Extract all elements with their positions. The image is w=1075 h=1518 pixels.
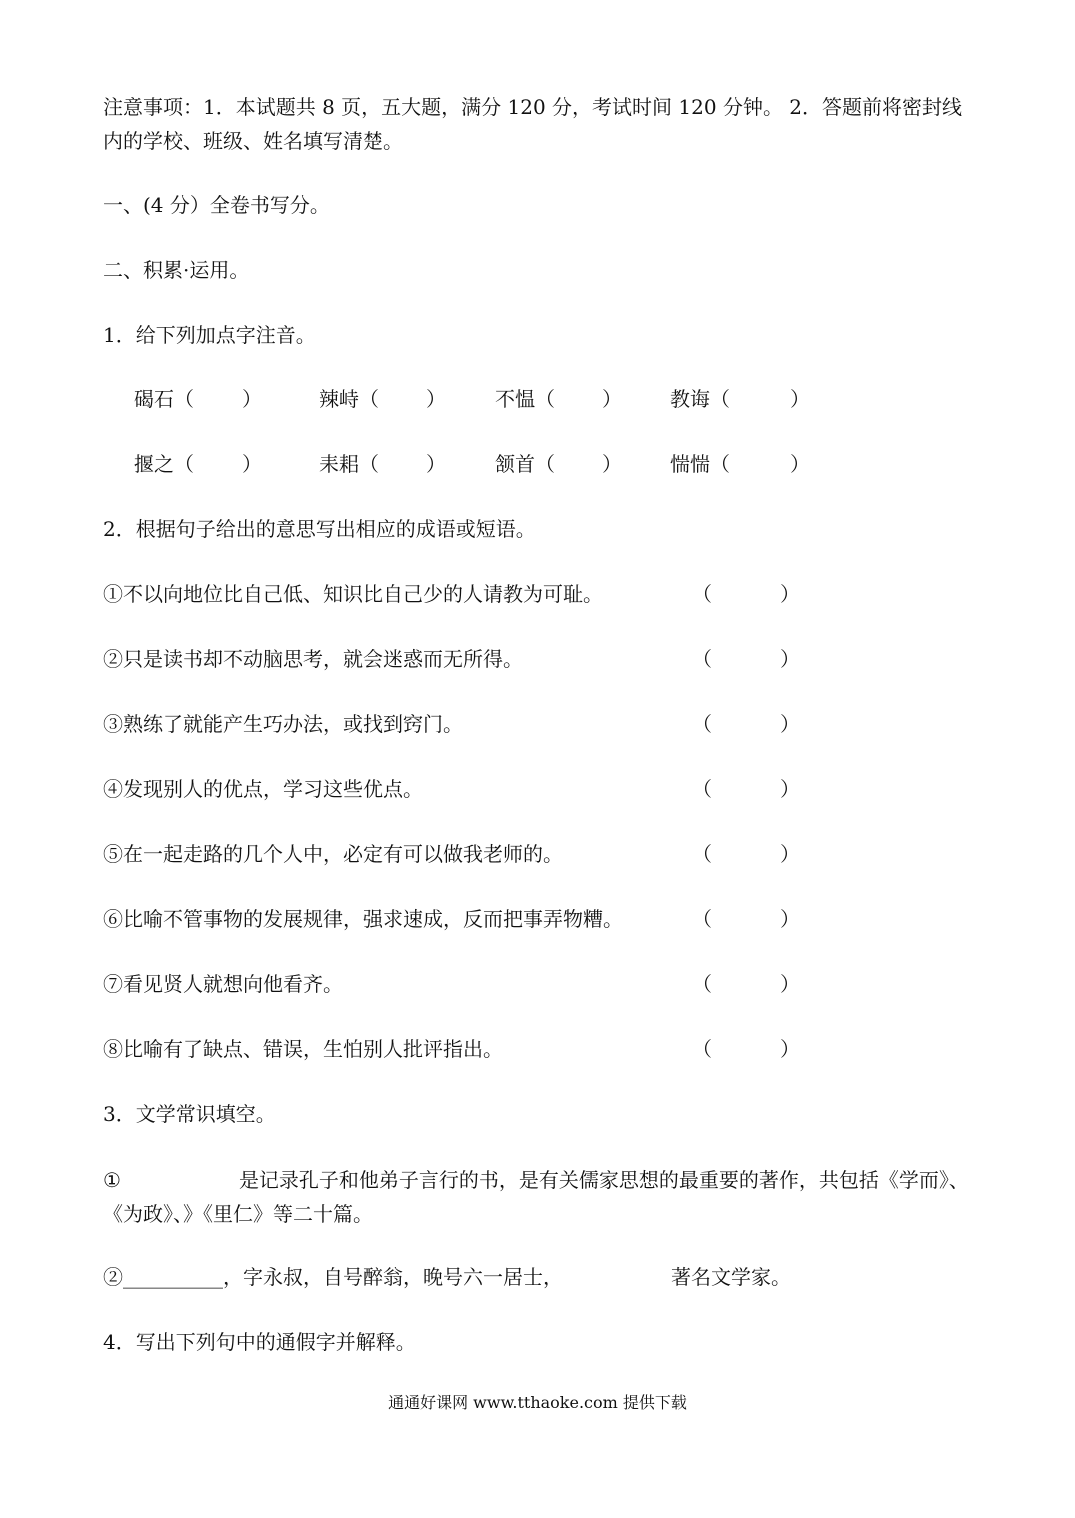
question-3-title: 3．文学常识填空。 <box>103 1102 276 1126</box>
page-footer: 通通好课网 www.tthaoke.com 提供下载 <box>388 1393 687 1412</box>
question-2-title: 2．根据句子给出的意思写出相应的成语或短语。 <box>103 517 536 541</box>
answer-parens: （ ） <box>692 582 800 606</box>
pinyin-close-paren: ） <box>602 452 622 476</box>
idiom-prompt: ⑦看见贤人就想向他看齐。 <box>103 972 343 996</box>
item-number: ① <box>103 1168 121 1192</box>
fill-text: 是记录孔子和他弟子言行的书，是有关儒家思想的最重要的著作，共包括《学而》、《为政》、》《里仁》等二十篇。 <box>103 1168 969 1226</box>
literature-fill-2 <box>103 1264 791 1290</box>
pinyin-item: 教诲（ <box>670 387 730 411</box>
pinyin-item: 耒耜（ <box>319 452 379 476</box>
pinyin-close-paren: ） <box>426 452 446 476</box>
fill-text-tail: 著名文学家。 <box>671 1265 791 1289</box>
pinyin-close-paren: ） <box>242 387 262 411</box>
idiom-prompt: ②只是读书却不动脑思考，就会迷惑而无所得。 <box>103 647 523 671</box>
answer-parens: （ ） <box>692 712 800 736</box>
exam-notice: 注意事项：1．本试题共 8 页，五大题，满分 120 分，考试时间 120 分钟。 2．答题前将密封线内的学校、班级、姓名填写清楚。 <box>103 95 963 153</box>
pinyin-close-paren: ） <box>242 452 262 476</box>
pinyin-item: 颔首（ <box>495 452 555 476</box>
pinyin-close-paren: ） <box>602 387 622 411</box>
pinyin-item: 不愠（ <box>495 387 555 411</box>
pinyin-item: 辣峙（ <box>319 387 379 411</box>
idiom-prompt: ①不以向地位比自己低、知识比自己少的人请教为可耻。 <box>103 582 603 606</box>
idiom-prompt: ③熟练了就能产生巧办法，或找到窍门。 <box>103 712 463 736</box>
answer-parens: （ ） <box>692 972 800 996</box>
pinyin-item: 碣石（ <box>134 387 194 411</box>
fill-blank-line: __________ <box>123 1265 223 1289</box>
question-1-title: 1．给下列加点字注音。 <box>103 323 316 347</box>
answer-parens: （ ） <box>692 907 800 931</box>
pinyin-item: 揠之（ <box>134 452 194 476</box>
literature-fill-1 <box>103 1163 975 1231</box>
answer-parens: （ ） <box>692 842 800 866</box>
pinyin-close-paren: ） <box>790 452 810 476</box>
section-heading-2: 二、积累·运用。 <box>103 258 250 282</box>
question-4-title: 4．写出下列句中的通假字并解释。 <box>103 1330 416 1354</box>
pinyin-item: 惴惴（ <box>670 452 730 476</box>
item-number: ② <box>103 1265 123 1289</box>
pinyin-close-paren: ） <box>426 387 446 411</box>
answer-parens: （ ） <box>692 1037 800 1061</box>
section-heading-1: 一、(4 分）全卷书写分。 <box>103 193 330 217</box>
answer-parens: （ ） <box>692 647 800 671</box>
idiom-prompt: ⑥比喻不管事物的发展规律，强求速成，反而把事弄物糟。 <box>103 907 623 931</box>
idiom-prompt: ④发现别人的优点，学习这些优点。 <box>103 777 423 801</box>
fill-text: ，字永叔，自号醉翁，晚号六一居士， <box>223 1265 563 1289</box>
idiom-prompt: ⑤在一起走路的几个人中，必定有可以做我老师的。 <box>103 842 563 866</box>
answer-parens: （ ） <box>692 777 800 801</box>
idiom-prompt: ⑧比喻有了缺点、错误，生怕别人批评指出。 <box>103 1037 503 1061</box>
pinyin-close-paren: ） <box>790 387 810 411</box>
